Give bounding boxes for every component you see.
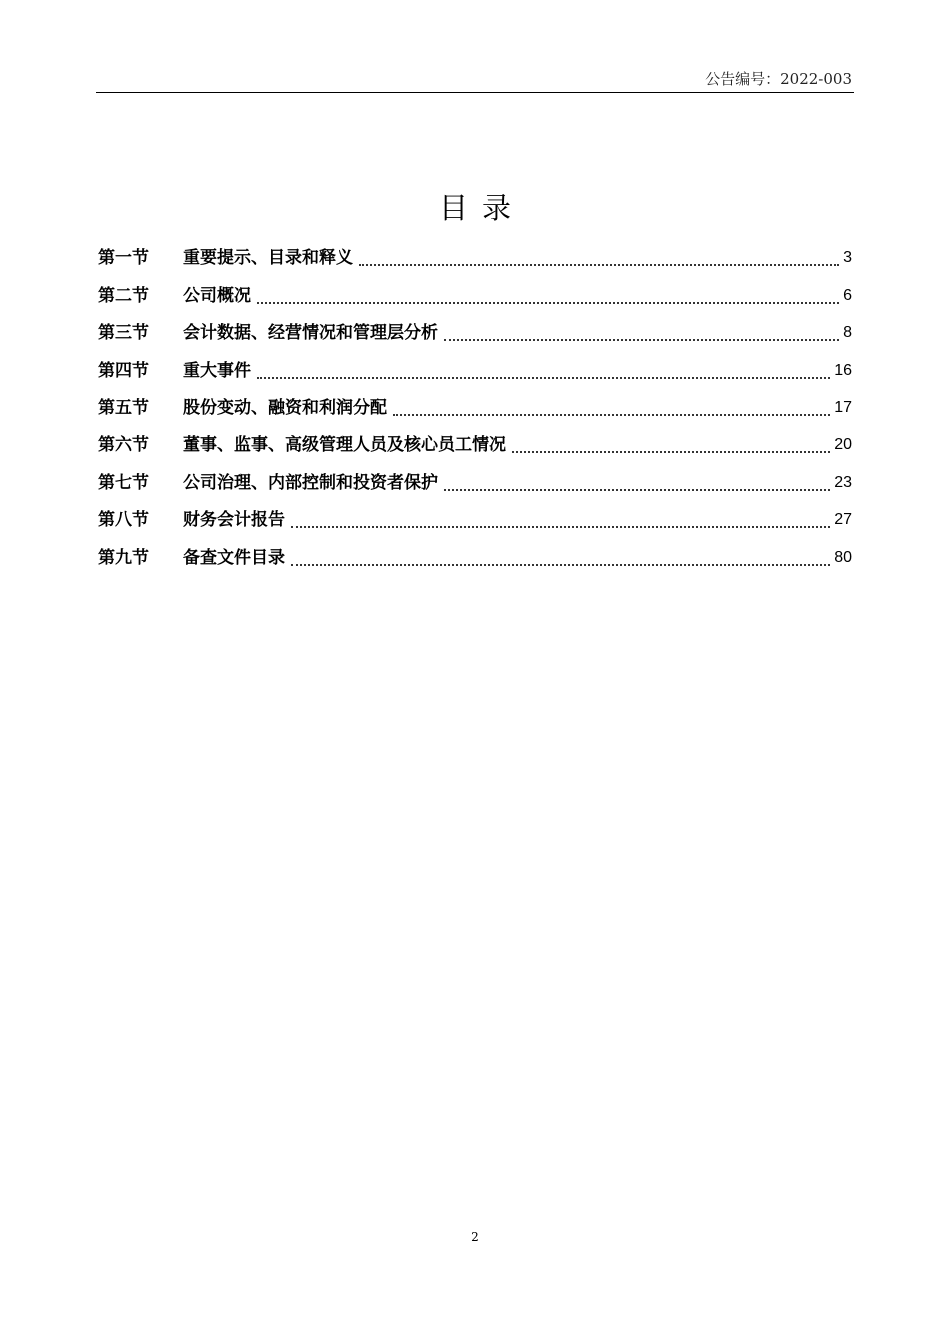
- toc-section-number: 第七节: [98, 472, 149, 493]
- toc-page-number: 27: [834, 511, 852, 529]
- toc-section-number: 第五节: [98, 397, 149, 418]
- toc-dot-leader: [257, 377, 830, 379]
- announcement-number: 公告编号：2022-003: [705, 70, 852, 88]
- toc-item[interactable]: [98, 273, 852, 310]
- toc-page-number: 17: [834, 398, 852, 416]
- toc-page-number: 8: [843, 324, 852, 342]
- toc-item[interactable]: [98, 498, 852, 535]
- page-header: [96, 66, 854, 93]
- toc-item[interactable]: [98, 535, 852, 572]
- toc-page-number: 6: [843, 286, 852, 304]
- toc-item[interactable]: [98, 460, 852, 497]
- toc-item[interactable]: [98, 386, 852, 423]
- toc-section-title: 会计数据、经营情况和管理层分析: [183, 323, 438, 344]
- toc-section-title: 财务会计报告: [183, 510, 285, 531]
- toc-page-number: 3: [843, 249, 852, 267]
- toc-dot-leader: [512, 451, 830, 453]
- toc-title: 目录: [438, 191, 525, 225]
- toc-page-number: 80: [834, 548, 852, 566]
- toc-item[interactable]: [98, 423, 852, 460]
- toc-dot-leader: [444, 339, 839, 341]
- toc-section-number: 第六节: [98, 435, 149, 456]
- toc-section-number: 第九节: [98, 547, 149, 568]
- toc-section-number: 第八节: [98, 510, 149, 531]
- toc-page-number: 23: [834, 473, 852, 491]
- toc-section-number: 第二节: [98, 285, 149, 306]
- toc-item[interactable]: [98, 311, 852, 348]
- footer-page-number: 2: [471, 1230, 479, 1244]
- toc-dot-leader: [359, 264, 839, 266]
- toc-section-title: 公司治理、内部控制和投资者保护: [183, 472, 438, 493]
- toc-section-title: 重要提示、目录和释义: [183, 248, 353, 269]
- toc-section-number: 第一节: [98, 248, 149, 269]
- toc-dot-leader: [257, 302, 839, 304]
- toc-section-title: 备查文件目录: [183, 547, 285, 568]
- toc-list: [98, 236, 852, 573]
- toc-item[interactable]: [98, 348, 852, 385]
- toc-dot-leader: [291, 526, 830, 528]
- toc-section-number: 第三节: [98, 323, 149, 344]
- toc-dot-leader: [444, 489, 830, 491]
- toc-section-title: 公司概况: [183, 285, 251, 306]
- toc-dot-leader: [291, 564, 830, 566]
- toc-item[interactable]: [98, 236, 852, 273]
- toc-dot-leader: [393, 414, 830, 416]
- toc-page-number: 16: [834, 361, 852, 379]
- toc-section-title: 董事、监事、高级管理人员及核心员工情况: [183, 435, 506, 456]
- toc-page-number: 20: [834, 436, 852, 454]
- toc-section-title: 股份变动、融资和利润分配: [183, 397, 387, 418]
- toc-section-title: 重大事件: [183, 360, 251, 381]
- toc-section-number: 第四节: [98, 360, 149, 381]
